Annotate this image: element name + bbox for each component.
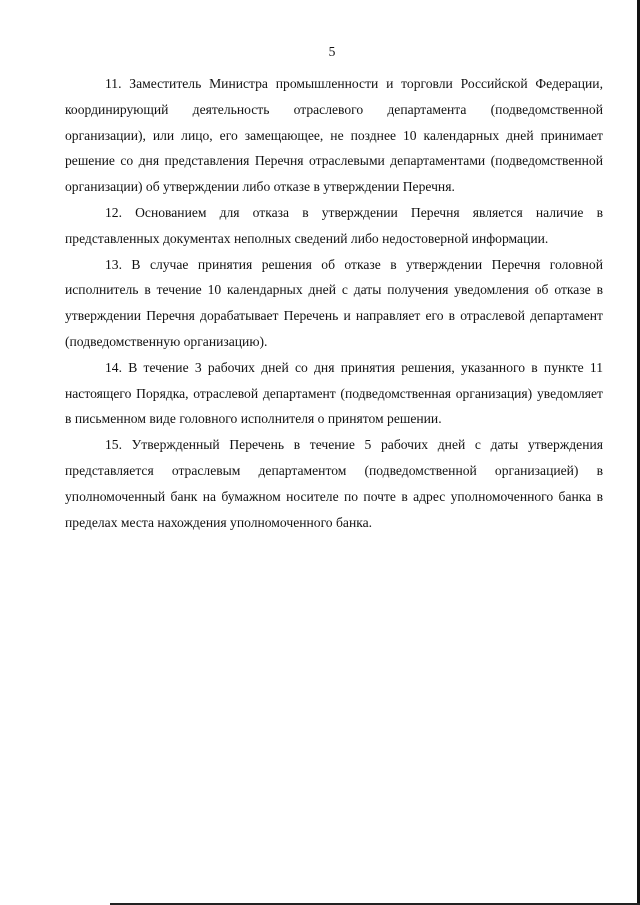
paragraph-12: 12. Основанием для отказа в утверждении Перечня является наличие в представленных документах неполных сведений либо недостоверной информации. (65, 204, 603, 246)
paragraph-11: 11. Заместитель Министра промышленности и торговли Российской Федерации, координирующий деятельность отраслевого департамента (подведомственной организации), или лицо, его замещающее, не позднее 10 календарных дней принимает решение со дня представления Перечня отраслевыми департаментами (подведомственной организации) об утверждении либо отказе в утверждении Перечня. (65, 76, 603, 195)
paragraph-15: 15. Утвержденный Перечень в течение 5 рабочих дней с даты утверждения представляется отраслевым департаментом (подведомственной организацией) в уполномоченный банк на бумажном носителе по почте в адрес уполномоченного банка в пределах места нахождения уполномоченного банка. (65, 437, 603, 530)
page-number: 5 (328, 44, 336, 59)
paragraph-14: 14. В течение 3 рабочих дней со дня принятия решения, указанного в пункте 11 настоящего Порядка, отраслевой департамент (подведомственная организация) уведомляет в письменном виде головного исполнителя о принятом решении. (65, 359, 603, 427)
paragraph-13: 13. В случае принятия решения об отказе в утверждении Перечня головной исполнитель в течение 10 календарных дней с даты получения уведомления об отказе в утверждении Перечня дорабатывает Перечень и направляет его в отраслевой департамент (подведомственную организацию). (65, 256, 603, 349)
document-body (65, 71, 603, 535)
